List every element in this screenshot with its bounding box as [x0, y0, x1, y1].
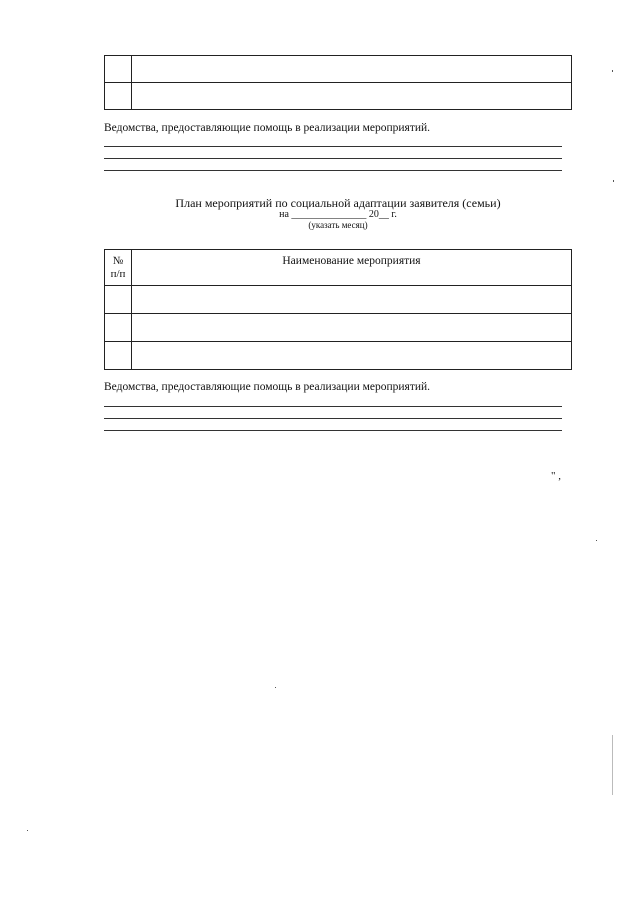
table-row	[105, 286, 572, 314]
table-cell-content	[132, 342, 572, 370]
fill-line	[104, 170, 562, 171]
fill-line	[104, 430, 562, 431]
table-header-row	[105, 250, 572, 286]
agencies-label: Ведомства, предоставляющие помощь в реализации мероприятий.	[104, 381, 431, 393]
table-cell-content	[132, 286, 572, 314]
table-row	[105, 314, 572, 342]
scan-speck	[612, 70, 613, 72]
plan-period-line: на _______________ 20__ г.	[279, 209, 397, 220]
plan-title: План мероприятий по социальной адаптации заявителя (семьи)	[175, 196, 501, 210]
fill-line	[104, 158, 562, 159]
table-cell-number	[105, 342, 132, 370]
table-row	[105, 83, 572, 110]
table-cell-number	[105, 286, 132, 314]
agencies-label: Ведомства, предоставляющие помощь в реализации мероприятий.	[104, 122, 431, 134]
table-cell-number	[105, 314, 132, 342]
table-cell-content	[132, 314, 572, 342]
fill-line	[104, 406, 562, 407]
table-cell-number	[105, 83, 132, 110]
top-table	[104, 55, 572, 110]
events-table	[104, 249, 572, 370]
table-row	[105, 342, 572, 370]
scan-speck	[27, 830, 28, 831]
column-header-number-line2: п/п	[110, 268, 126, 280]
table-cell-content	[132, 56, 572, 83]
fill-line	[104, 146, 562, 147]
column-header-number	[105, 250, 132, 286]
table-cell-number	[105, 56, 132, 83]
scan-speck	[613, 180, 614, 182]
corner-marks: " ,	[551, 470, 561, 482]
column-header-number-line1: №	[112, 255, 124, 267]
table-row	[105, 56, 572, 83]
scan-speck	[275, 687, 276, 688]
table-cell-content	[132, 83, 572, 110]
scan-speck	[596, 540, 597, 541]
plan-period-hint: (указать месяц)	[308, 220, 368, 230]
scan-speck	[612, 735, 613, 795]
fill-line	[104, 418, 562, 419]
column-header-name: Наименование мероприятия	[132, 250, 572, 286]
